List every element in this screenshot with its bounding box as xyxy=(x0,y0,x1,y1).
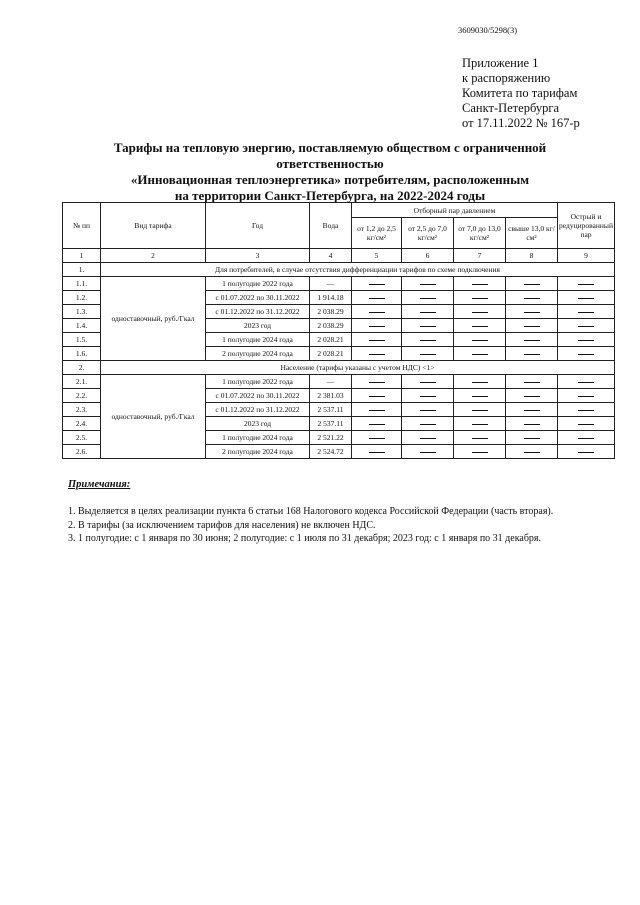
dash-mark xyxy=(472,410,488,411)
water-cell: 2 028.21 xyxy=(310,333,352,347)
water-cell: 2 521.22 xyxy=(310,431,352,445)
dash-mark xyxy=(578,424,594,425)
water-cell: — xyxy=(310,375,352,389)
dash-mark xyxy=(369,340,385,341)
period-cell: с 01.07.2022 по 30.11.2022 xyxy=(206,389,310,403)
period-cell: 2023 год xyxy=(206,319,310,333)
empty-cell xyxy=(506,431,558,445)
column-number: 6 xyxy=(402,249,454,263)
period-cell: с 01.12.2022 по 31.12.2022 xyxy=(206,305,310,319)
empty-cell xyxy=(558,277,615,291)
empty-cell xyxy=(558,333,615,347)
dash-mark xyxy=(369,298,385,299)
period-cell: 1 полугодие 2024 года xyxy=(206,333,310,347)
tariff-kind: одноставочный, руб./Гкал xyxy=(101,277,206,361)
column-number: 8 xyxy=(506,249,558,263)
header-tariff-kind: Вид тарифа xyxy=(101,203,206,249)
empty-cell xyxy=(402,403,454,417)
header-steam-1: от 1,2 до 2,5 кг/см² xyxy=(352,218,402,249)
dash-mark xyxy=(472,298,488,299)
water-cell: 2 537.11 xyxy=(310,417,352,431)
empty-cell xyxy=(558,389,615,403)
dash-mark xyxy=(369,284,385,285)
dash-mark xyxy=(472,452,488,453)
empty-cell xyxy=(352,305,402,319)
dash-mark xyxy=(578,452,594,453)
section-number: 2. xyxy=(63,361,101,375)
empty-cell xyxy=(558,445,615,459)
period-cell: 2 полугодие 2024 года xyxy=(206,347,310,361)
dash-mark xyxy=(420,312,436,313)
dash-mark xyxy=(578,354,594,355)
empty-cell xyxy=(506,417,558,431)
empty-cell xyxy=(506,403,558,417)
header-sharp-steam: Острый и редуцированный пар xyxy=(558,203,615,249)
period-cell: 1 полугодие 2024 года xyxy=(206,431,310,445)
dash-mark xyxy=(369,312,385,313)
tariff-table xyxy=(62,202,615,459)
dash-mark xyxy=(524,410,540,411)
dash-mark xyxy=(369,354,385,355)
empty-cell xyxy=(454,431,506,445)
appendix-line: Комитета по тарифам xyxy=(462,86,578,100)
dash-mark xyxy=(420,382,436,383)
dash-mark xyxy=(524,396,540,397)
row-number: 2.1. xyxy=(63,375,101,389)
period-cell: с 01.07.2022 по 30.11.2022 xyxy=(206,291,310,305)
empty-cell xyxy=(506,389,558,403)
dash-mark xyxy=(472,396,488,397)
dash-mark xyxy=(420,284,436,285)
column-number: 2 xyxy=(101,249,206,263)
row-number: 2.6. xyxy=(63,445,101,459)
empty-cell xyxy=(352,417,402,431)
header-steam-3: от 7,0 до 13,0 кг/см² xyxy=(454,218,506,249)
empty-cell xyxy=(402,333,454,347)
empty-cell xyxy=(352,333,402,347)
title-line: «Инновационная теплоэнергетика» потребителям, расположенным xyxy=(130,172,530,187)
dash-mark xyxy=(524,354,540,355)
dash-mark xyxy=(524,452,540,453)
empty-cell xyxy=(506,375,558,389)
dash-mark xyxy=(524,312,540,313)
section-title: Население (тарифы указаны с учетом НДС) <1> xyxy=(101,361,615,375)
dash-mark xyxy=(420,452,436,453)
dash-mark xyxy=(472,284,488,285)
empty-cell xyxy=(402,445,454,459)
empty-cell xyxy=(558,417,615,431)
header-steam-2: от 2,5 до 7,0 кг/см² xyxy=(402,218,454,249)
dash-mark xyxy=(524,298,540,299)
dash-mark xyxy=(472,312,488,313)
empty-cell xyxy=(454,403,506,417)
dash-mark xyxy=(578,284,594,285)
row-number: 2.5. xyxy=(63,431,101,445)
empty-cell xyxy=(352,277,402,291)
empty-cell xyxy=(352,445,402,459)
empty-cell xyxy=(402,277,454,291)
dash-mark xyxy=(420,396,436,397)
row-number: 1.1. xyxy=(63,277,101,291)
document-title xyxy=(60,140,600,204)
empty-cell xyxy=(506,305,558,319)
empty-cell xyxy=(506,347,558,361)
dash-mark xyxy=(369,438,385,439)
empty-cell xyxy=(402,431,454,445)
dash-mark xyxy=(420,438,436,439)
dash-mark xyxy=(578,382,594,383)
dash-mark xyxy=(578,410,594,411)
empty-cell xyxy=(454,417,506,431)
dash-mark xyxy=(369,452,385,453)
water-cell: 1 914.18 xyxy=(310,291,352,305)
empty-cell xyxy=(454,347,506,361)
empty-cell xyxy=(454,319,506,333)
dash-mark xyxy=(472,438,488,439)
empty-cell xyxy=(352,431,402,445)
empty-cell xyxy=(558,291,615,305)
period-cell: 1 полугодие 2022 года xyxy=(206,277,310,291)
empty-cell xyxy=(558,431,615,445)
empty-cell xyxy=(352,403,402,417)
empty-cell xyxy=(402,375,454,389)
header-steam-group: Отборный пар давлением xyxy=(352,203,558,218)
column-number: 5 xyxy=(352,249,402,263)
water-cell: 2 038.29 xyxy=(310,319,352,333)
appendix-line: к распоряжению xyxy=(462,71,551,85)
row-number: 2.4. xyxy=(63,417,101,431)
empty-cell xyxy=(454,375,506,389)
empty-cell xyxy=(506,445,558,459)
column-number: 7 xyxy=(454,249,506,263)
column-number: 3 xyxy=(206,249,310,263)
water-cell: 2 537.11 xyxy=(310,403,352,417)
header-steam-4: свыше 13,0 кг/см² xyxy=(506,218,558,249)
empty-cell xyxy=(454,389,506,403)
empty-cell xyxy=(402,347,454,361)
row-number: 1.3. xyxy=(63,305,101,319)
empty-cell xyxy=(352,347,402,361)
empty-cell xyxy=(454,333,506,347)
header-num: № пп xyxy=(63,203,101,249)
empty-cell xyxy=(352,319,402,333)
row-number: 1.4. xyxy=(63,319,101,333)
dash-mark xyxy=(420,340,436,341)
dash-mark xyxy=(578,340,594,341)
dash-mark xyxy=(472,354,488,355)
dash-mark xyxy=(524,326,540,327)
period-cell: 1 полугодие 2022 года xyxy=(206,375,310,389)
empty-cell xyxy=(454,305,506,319)
water-cell: 2 028.21 xyxy=(310,347,352,361)
empty-cell xyxy=(352,291,402,305)
period-cell: с 01.12.2022 по 31.12.2022 xyxy=(206,403,310,417)
header-water: Вода xyxy=(310,203,352,249)
empty-cell xyxy=(506,319,558,333)
row-number: 1.6. xyxy=(63,347,101,361)
dash-mark xyxy=(578,326,594,327)
empty-cell xyxy=(402,291,454,305)
dash-mark xyxy=(578,298,594,299)
appendix-line: от 17.11.2022 № 167-р xyxy=(462,116,580,130)
column-number: 1 xyxy=(63,249,101,263)
empty-cell xyxy=(558,375,615,389)
empty-cell xyxy=(558,319,615,333)
dash-mark xyxy=(420,354,436,355)
period-cell: 2 полугодие 2024 года xyxy=(206,445,310,459)
dash-mark xyxy=(524,284,540,285)
dash-mark xyxy=(369,410,385,411)
empty-cell xyxy=(454,445,506,459)
empty-cell xyxy=(558,305,615,319)
water-cell: 2 524.72 xyxy=(310,445,352,459)
dash-mark xyxy=(369,424,385,425)
title-line: Тарифы на тепловую энергию, поставляемую обществом с ограниченной ответственностью xyxy=(113,140,547,171)
appendix-line: Приложение 1 xyxy=(462,56,539,70)
dash-mark xyxy=(420,410,436,411)
column-number: 9 xyxy=(558,249,615,263)
empty-cell xyxy=(506,333,558,347)
empty-cell xyxy=(352,389,402,403)
dash-mark xyxy=(578,396,594,397)
dash-mark xyxy=(472,424,488,425)
dash-mark xyxy=(472,340,488,341)
row-number: 1.5. xyxy=(63,333,101,347)
title-line: на территории Санкт-Петербурга, на 2022-2024 годы xyxy=(174,188,486,203)
empty-cell xyxy=(506,291,558,305)
empty-cell xyxy=(402,305,454,319)
empty-cell xyxy=(558,403,615,417)
row-number: 2.2. xyxy=(63,389,101,403)
dash-mark xyxy=(472,326,488,327)
empty-cell xyxy=(402,389,454,403)
dash-mark xyxy=(369,396,385,397)
note-item: 1. Выделяется в целях реализации пункта 6 статьи 168 Налогового кодекса Российской Федерации (часть вторая). xyxy=(68,506,554,517)
appendix-block xyxy=(462,56,580,131)
notes-list xyxy=(68,505,553,546)
empty-cell xyxy=(402,417,454,431)
section-number: 1. xyxy=(63,263,101,277)
note-item: 3. 1 полугодие: с 1 января по 30 июня; 2 полугодие: с 1 июля по 31 декабря; 2023 год: с 1 января по 31 декабря. xyxy=(68,533,542,544)
water-cell: 2 381.03 xyxy=(310,389,352,403)
dash-mark xyxy=(524,424,540,425)
header-year: Год xyxy=(206,203,310,249)
empty-cell xyxy=(454,277,506,291)
tariff-kind: одноставочный, руб./Гкал xyxy=(101,375,206,459)
appendix-line: Санкт-Петербурга xyxy=(462,101,560,115)
dash-mark xyxy=(420,298,436,299)
column-number: 4 xyxy=(310,249,352,263)
row-number: 1.2. xyxy=(63,291,101,305)
notes-heading: Примечания: xyxy=(68,479,131,490)
empty-cell xyxy=(506,277,558,291)
empty-cell xyxy=(402,319,454,333)
document-number: 3609030/5298(3) xyxy=(458,25,518,35)
dash-mark xyxy=(524,438,540,439)
dash-mark xyxy=(578,312,594,313)
water-cell: 2 038.29 xyxy=(310,305,352,319)
empty-cell xyxy=(352,375,402,389)
empty-cell xyxy=(454,291,506,305)
dash-mark xyxy=(420,326,436,327)
dash-mark xyxy=(524,382,540,383)
dash-mark xyxy=(369,326,385,327)
dash-mark xyxy=(472,382,488,383)
note-item: 2. В тарифы (за исключением тарифов для населения) не включен НДС. xyxy=(68,519,376,531)
dash-mark xyxy=(578,438,594,439)
water-cell: — xyxy=(310,277,352,291)
dash-mark xyxy=(369,382,385,383)
period-cell: 2023 год xyxy=(206,417,310,431)
section-title: Для потребителей, в случае отсутствия дифференциации тарифов по схеме подключения xyxy=(101,263,615,277)
dash-mark xyxy=(420,424,436,425)
row-number: 2.3. xyxy=(63,403,101,417)
empty-cell xyxy=(558,347,615,361)
dash-mark xyxy=(524,340,540,341)
